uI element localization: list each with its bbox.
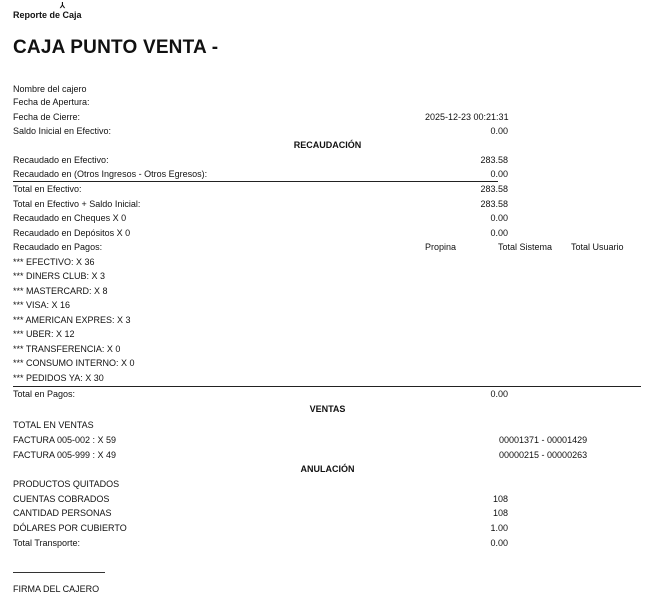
pago-item [13, 313, 642, 327]
total-efectivo-row [13, 182, 642, 196]
pago-item-label: *** VISA: X 16 [13, 300, 71, 310]
cuentas-value: 108 [492, 494, 508, 504]
factura-row [13, 448, 642, 462]
close-date-value: 2025-12-23 00:21:31 [425, 112, 509, 122]
total-ventas-row [13, 418, 642, 432]
pago-item [13, 356, 642, 370]
cheques-label: Recaudado en Cheques X 0 [13, 213, 127, 223]
depositos-row [13, 226, 642, 240]
personas-value: 108 [492, 508, 508, 518]
pago-item-label: *** MASTERCARD: X 8 [13, 286, 108, 296]
open-date-row [13, 95, 642, 109]
efectivo-value: 283.58 [480, 155, 508, 165]
transporte-label: Total Transporte: [13, 538, 81, 548]
factura-range: 00000215 - 00000263 [499, 450, 588, 460]
cuentas-row [13, 492, 642, 506]
total-pagos-value: 0.00 [490, 389, 508, 399]
cuentas-label: CUENTAS COBRADOS [13, 494, 110, 504]
pago-item [13, 342, 642, 356]
otros-value: 0.00 [490, 169, 508, 179]
productos-label: PRODUCTOS QUITADOS [13, 479, 120, 489]
pago-item [13, 371, 642, 385]
recaudacion-heading-row [13, 138, 642, 152]
efectivo-label: Recaudado en Efectivo: [13, 155, 109, 165]
ventas-heading-row [13, 402, 642, 416]
dolares-label: DÓLARES POR CUBIERTO [13, 523, 127, 533]
total-saldo-label: Total en Efectivo + Saldo Inicial: [13, 199, 141, 209]
cheques-value: 0.00 [490, 213, 508, 223]
total-pagos-row [13, 387, 642, 401]
factura-range: 00001371 - 00001429 [499, 435, 588, 445]
open-date-label: Fecha de Apertura: [13, 97, 90, 107]
total-ventas-label: TOTAL EN VENTAS [13, 420, 94, 430]
initial-balance-label: Saldo Inicial en Efectivo: [13, 126, 112, 136]
pago-item [13, 327, 642, 341]
initial-balance-value: 0.00 [490, 126, 508, 136]
personas-row [13, 506, 642, 520]
pago-item [13, 255, 642, 269]
initial-balance-row [13, 124, 642, 138]
report-label: Reporte de Caja [13, 10, 82, 20]
factura-row [13, 433, 642, 447]
pago-item-label: *** TRANSFERENCIA: X 0 [13, 344, 121, 354]
anulacion-heading: ANULACIÓN [300, 464, 355, 474]
close-date-row [13, 110, 642, 124]
personas-label: CANTIDAD PERSONAS [13, 508, 112, 518]
cashier-label: Nombre del cajero [13, 84, 87, 94]
transporte-value: 0.00 [490, 538, 508, 548]
pago-item-label: *** AMERICAN EXPRES: X 3 [13, 315, 131, 325]
transporte-row [13, 536, 642, 550]
cashier-row [13, 82, 642, 96]
total-saldo-value: 283.58 [480, 199, 508, 209]
header-mark: ⅄ [60, 1, 65, 10]
total-saldo-row [13, 197, 642, 211]
pago-item-label: *** UBER: X 12 [13, 329, 75, 339]
pago-item-label: *** EFECTIVO: X 36 [13, 257, 95, 267]
anulacion-heading-row [13, 462, 642, 476]
pago-item [13, 269, 642, 283]
pago-item-label: *** PEDIDOS YA: X 30 [13, 373, 104, 383]
factura-label: FACTURA 005-999 : X 49 [13, 450, 117, 460]
signature-line [13, 572, 105, 573]
pagos-header-row [13, 240, 642, 254]
total-pagos-label: Total en Pagos: [13, 389, 76, 399]
efectivo-row [13, 153, 642, 167]
pago-item [13, 284, 642, 298]
pago-item-label: *** DINERS CLUB: X 3 [13, 271, 106, 281]
depositos-value: 0.00 [490, 228, 508, 238]
cheques-row [13, 211, 642, 225]
recaudacion-heading: RECAUDACIÓN [293, 140, 362, 150]
page-title: CAJA PUNTO VENTA - [13, 37, 219, 58]
productos-row [13, 477, 642, 491]
dolares-row [13, 521, 642, 535]
factura-label: FACTURA 005-002 : X 59 [13, 435, 117, 445]
col-total-sistema: Total Sistema [498, 242, 553, 252]
depositos-label: Recaudado en Depósitos X 0 [13, 228, 131, 238]
pagos-label: Recaudado en Pagos: [13, 242, 103, 252]
total-efectivo-value: 283.58 [480, 184, 508, 194]
otros-row [13, 167, 642, 181]
ventas-heading: VENTAS [309, 404, 346, 414]
signature-label: FIRMA DEL CAJERO [13, 584, 100, 594]
otros-label: Recaudado en (Otros Ingresos - Otros Egresos): [13, 169, 208, 179]
col-propina: Propina [425, 242, 457, 252]
dolares-value: 1.00 [490, 523, 508, 533]
pago-item [13, 298, 642, 312]
pago-item-label: *** CONSUMO INTERNO: X 0 [13, 358, 135, 368]
col-total-usuario: Total Usuario [571, 242, 624, 252]
total-efectivo-label: Total en Efectivo: [13, 184, 82, 194]
close-date-label: Fecha de Cierre: [13, 112, 81, 122]
